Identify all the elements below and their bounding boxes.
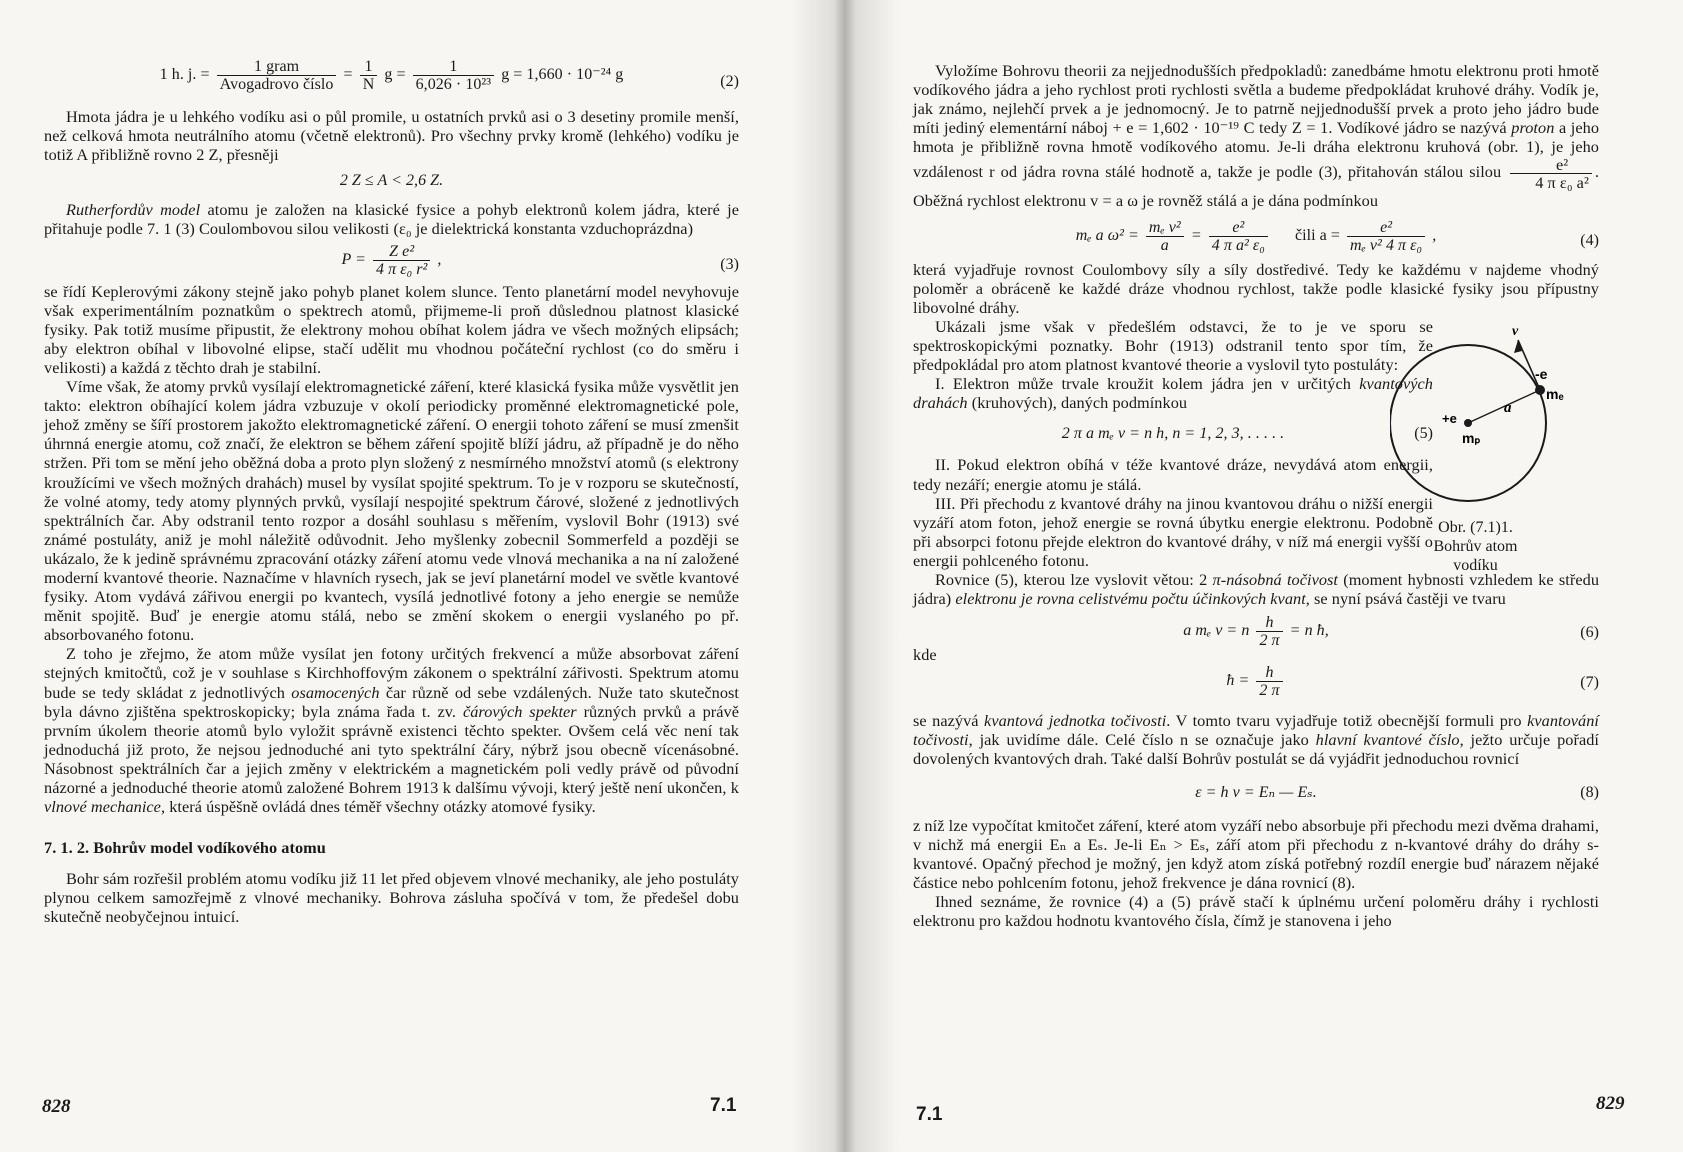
frac-num: h xyxy=(1265,614,1274,632)
label-electron-mass: mₑ xyxy=(1546,386,1564,402)
section-heading: 7. 1. 2. Bohrův model vodíkového atomu xyxy=(44,838,326,858)
paragraph-text: a jeho hmota je přibližně rovna hmotě vodíkového atomu. Je-li dráha elektronu kruhová (obr. 1), je jeho vzdálenost r od jádra rovna stálé hodnotě a, takže je podle (3), přitahován stálou silou xyxy=(913,118,1600,182)
fraction xyxy=(1347,219,1425,254)
emphasis: kvantová jednotka točivosti xyxy=(984,711,1167,731)
emphasis: hlavní kvantové číslo xyxy=(1315,730,1460,750)
paragraph xyxy=(44,200,739,238)
paragraph xyxy=(913,61,1599,211)
frac-den: 2 π xyxy=(1256,681,1282,699)
frac-den: N xyxy=(360,75,378,93)
frac-num: e² xyxy=(1555,155,1569,175)
paragraph: Hmota jádra je u lehkého vodíku asi o půl promile, u ostatních prvků asi o 3 desetiny promile menší, než celková hmota neutrálního atomu (včetně elektronů). Pro všechny prvky kromě (lehkého) vodíku je totiž A přibližně rovno 2 Z, přesněji xyxy=(44,107,739,165)
frac-num: Z e² xyxy=(389,242,415,260)
eq-3 xyxy=(44,243,739,278)
frac-num: 1 xyxy=(364,58,373,75)
frac-den: 4 π ε₀ a² xyxy=(1510,173,1592,191)
eq-text: ε = h ν = Eₙ — Eₛ. xyxy=(1195,783,1317,801)
eq-rhs: = n ħ, xyxy=(1289,622,1329,640)
paragraph: II. Pokud elektron obíhá v téže kvantové dráze, nevydává atom energii, tedy nezáří; energie atomu je stálá. xyxy=(913,455,1433,494)
paragraph xyxy=(913,711,1599,768)
equation-number: (8) xyxy=(1580,783,1599,801)
caption-line: Obr. (7.1)1. xyxy=(1438,519,1513,536)
frac-num: 1 gram xyxy=(253,58,300,75)
bohr-atom-figure xyxy=(1390,305,1565,510)
paragraph-text: , jak uvidíme dále. Celé číslo n se označuje jako xyxy=(968,730,1316,750)
frac-num: h xyxy=(1265,664,1274,682)
figure-wrapped-text xyxy=(913,317,1433,570)
frac-den: a xyxy=(1146,236,1184,254)
eq-2 xyxy=(44,58,739,93)
inequality: 2 Z ≤ A < 2,6 Z. xyxy=(339,172,444,190)
fraction xyxy=(373,243,430,278)
paragraph: Ukázali jsme však v předešlém odstavci, že to je ve sporu se spektroskopickými poznatky. Bohr (1913) odstranil tento spor tím, že předpokládal pro atom platnost kvantové theorie a vyslovil tyto postuláty: xyxy=(913,316,1433,375)
paragraph-text: (moment hybnosti vzhledem ke středu jádra) xyxy=(913,569,1600,609)
fraction xyxy=(1256,614,1282,649)
eq-lhs: 1 h. j. = xyxy=(159,66,210,84)
paragraph-text: různých prvků a právě prvním úkolem theorie atomů bylo vyložit správně existenci těchto spekter. Ovšem celá věc není tak jednoduchá již proto, že nejsou jednoduché ani tyto spektrální čáry, nýbrž jsou obecně vícenásobné. Násobnost spektrálních čar a jejich změny v elektrickém a magnetickém poli vedly právě od původní názorné a jednoduché theorie atomů založené Bohrem 1913 k dalšímu vývoji, který ještě není ukončen, k xyxy=(44,701,739,797)
equation-number: (6) xyxy=(1580,624,1599,642)
frac-den: 4 π a² ε₀ xyxy=(1209,236,1268,254)
eq-tail: , xyxy=(437,250,442,268)
fraction xyxy=(1146,219,1184,254)
page-number: 828 xyxy=(42,1096,71,1117)
paragraph: III. Při přechodu z kvantové dráhy na jinou kvantovou dráhu o nižší energii vyzáří atom foton, jehož energie se rovná úbytku energie elektronu. Podobně při absorpci fotonu přejde elektron do kvantové dráhy, v níž má energii vyšší o energii pohlceného fotonu. xyxy=(913,493,1433,570)
fraction xyxy=(360,58,378,93)
paragraph-text: , ježto určuje pořadí dovolených kvantových drah. Také další Bohrův postulát se dá vyjádřit jednoduchou rovnicí xyxy=(913,730,1599,769)
paragraph-text: . V tomto tvaru vyjadřuje totiž obecnější formuli pro xyxy=(1166,711,1528,731)
equation-number: (5) xyxy=(1414,425,1433,443)
frac-den: 6,026 · 10²³ xyxy=(413,75,495,93)
eq-6 xyxy=(913,614,1599,649)
paragraph xyxy=(913,374,1433,412)
eq-rhs: g = 1,660 · 10⁻²⁴ g xyxy=(501,66,624,84)
fraction xyxy=(1256,664,1282,699)
eq-lhs: a mₑ v = n xyxy=(1183,622,1250,640)
paragraph xyxy=(44,644,739,816)
eq-lhs: P = xyxy=(341,250,366,268)
paragraph-text: (kruhových), daných podmínkou xyxy=(967,393,1188,413)
paragraph-text: , se nyní psává častěji ve tvaru xyxy=(1305,589,1506,609)
fraction xyxy=(1209,219,1268,254)
emphasis: elektronu je rovna celistvému počtu účinkových kvant xyxy=(955,589,1306,609)
eq-part: mₑ a ω² = xyxy=(1075,226,1139,244)
emphasis: vlnové mechanice xyxy=(44,797,161,817)
fraction xyxy=(413,58,495,93)
paragraph-text: Rovnice (5), kterou lze vyslovit větou: 2 xyxy=(935,569,1213,589)
eq-4 xyxy=(913,219,1599,254)
eq-op: = xyxy=(343,66,353,84)
eq-op: g = xyxy=(384,66,406,84)
frac-num: e² xyxy=(1380,218,1393,236)
frac-den: Avogadrovo číslo xyxy=(217,75,337,93)
emphasis: π-násobná točivost xyxy=(1212,569,1339,589)
page-number: 829 xyxy=(1596,1093,1625,1114)
left-page xyxy=(0,0,838,1152)
equation-number: (3) xyxy=(720,255,739,273)
paragraph: Bohr sám rozřešil problém atomu vodíku již 11 let před objevem vlnové mechaniky, ale jeho postuláty plynou celkem samozřejmě z vlnové mechaniky. Bohrova zásluha spočívá v tom, že předešel dobu skutečně neobyčejnou intuicí. xyxy=(44,869,739,927)
paragraph: Ihned seznáme, že rovnice (4) a (5) právě stačí k úplnému určení poloměru dráhy i rychlosti elektronu pro každou hodnotu kvantového čísla, čímž je stanovena i jeho xyxy=(913,892,1599,931)
equation-number: (2) xyxy=(720,73,739,90)
label-electron-charge: -e xyxy=(1535,366,1548,382)
eq-part: , xyxy=(1432,226,1437,244)
paragraph-text: atomu je založen na klasické fysice a pohyb elektronů kolem jádra, které je přitahuje podle 7. 1 (3) Coulombovou silou velikosti (ε₀ je dielektrická konstanta vzduchoprázdna) xyxy=(44,200,739,239)
frac-den: 4 π ε₀ r² xyxy=(373,260,430,278)
paragraph: se řídí Keplerovými zákony stejně jako pohyb planet kolem slunce. Tento planetární model nevyhovuje však experimentálním poznatkům o spektrech atomů, přijmeme-li proň důslednou platnost klasické fysiky. Pak totiž musíme připustit, že elektrony mohou obíhat kolem jádra ve všech možných elipsách; aby elektron obíhal v libovolné elipse, stačí udělit mu vhodnou počáteční rychlost (co do směru i velikosti) a každá z těchto drah je stabilní. xyxy=(44,281,739,377)
eq-lhs: ħ = xyxy=(1226,672,1250,690)
kde-word: kde xyxy=(913,645,937,665)
eq-8 xyxy=(913,783,1599,802)
frac-num: 1 xyxy=(449,58,458,75)
fraction xyxy=(1510,156,1592,191)
frac-num: e² xyxy=(1232,218,1245,236)
section-mark: 7.1 xyxy=(710,1095,737,1116)
emphasis: proton xyxy=(1511,118,1555,138)
emphasis: čárových spekter xyxy=(462,701,577,721)
eq-part: = xyxy=(1190,226,1202,244)
emphasis: Rutherfordův model xyxy=(66,200,201,220)
paragraph-text: Z toho je zřejmo, že atom může vysílat jen fotony určitých frekvencí a může absorbovat záření stejných kmitočtů, což je v souhlase s Kirchhoffovým zákonem o spektrální zářivosti. Spektrum atomu bude se tedy skládat z jednotlivých xyxy=(44,644,739,702)
paragraph-text: , která úspěšně ovládá dnes téměř všechny otázky atomové fysiky. xyxy=(160,797,596,817)
eq-part: čili a = xyxy=(1294,226,1340,244)
paragraph-text: . Oběžná rychlost elektronu v = a ω je rovněž stálá a je dána podmínkou xyxy=(913,162,1600,211)
nucleus xyxy=(1464,419,1472,427)
eq-7 xyxy=(913,664,1599,699)
paragraph-text: čar různě od sebe vzdálených. Nuže tato skutečnost byla dávno zjištěna spektroskopicky; byla známa řada t. zv. xyxy=(44,682,739,721)
caption-line: Bohrův atom xyxy=(1433,538,1518,555)
label-radius: a xyxy=(1504,400,1512,416)
eq-text: 2 π a mₑ v = n h, n = 1, 2, 3, . . . . . xyxy=(1061,425,1285,443)
caption-line: vodíku xyxy=(1453,557,1498,574)
section-mark: 7.1 xyxy=(916,1104,943,1125)
label-v: v xyxy=(1512,324,1519,339)
figure-caption xyxy=(1393,518,1558,575)
equation-number: (7) xyxy=(1580,674,1599,692)
emphasis: osamocených xyxy=(291,682,380,702)
emphasis: kvantových drahách xyxy=(913,374,1433,413)
frac-den: mₑ v² 4 π ε₀ xyxy=(1347,236,1425,254)
fraction xyxy=(217,58,337,93)
right-page xyxy=(838,0,1683,1152)
paragraph-text: I. Elektron může trvale kroužit kolem jádra jen v určitých xyxy=(935,374,1360,394)
paragraph-text: Vyložíme Bohrovu theorii za nejjednodušších předpokladů: zanedbáme hmotu elektronu proti hmotě vodíkového jádra a jeho rychlost proti rychlosti světla a budeme předpokládat kruhové dráhy. Vodík je, jak známo, nejlehčí prvek a je jednomocný. Je to patrně nejjednodušší prvek a proto jeho jádro bude míti jediný elementární náboj + e = 1,602 · 10⁻¹⁹ C tedy Z = 1. Vodíkové jádro se nazývá xyxy=(913,61,1599,138)
equation-number: (4) xyxy=(1580,231,1599,249)
emphasis: kvantování točivosti xyxy=(913,711,1600,750)
label-nucleus-charge: +e xyxy=(1442,411,1457,426)
frac-num: mₑ v² xyxy=(1148,218,1181,236)
paragraph xyxy=(913,570,1599,608)
eq-5 xyxy=(913,424,1433,443)
paragraph: Víme však, že atomy prvků vysílají elektromagnetické záření, které klasická fysika může vysvětlit jen takto: elektron obíhající kolem jádra vzbuzuje v okolí periodicky proměnné elektromagnetické pole, jehož změny se šíří prostorem jakožto elektromagnetické záření. O energii tohoto záření se musí zmenšit úhrnná energie atomu, což značí, že elektron se během záření spojitě blíží jádru, až případně je do něho stržen. Při tom se mění jeho oběžná doba a proto plyn složený z nesmírného množství atomů (s elektrony kroužícími ve všech možných drahách) musel by vysílat spojité spektrum. To je v rozporu se skutečností, že volné atomy, tedy atomy plynných prvků, vysílají nespojité spektrum čárové, složené z jednotlivých spektrálních čar. Aby odstranil tento rozpor a dosáhl souhlasu s měřením, vyslovil Bohr (1913) své známé postuláty, aniž je mohl náležitě odůvodnit. Jeho myšlenky zobecnil Sommerfeld a později se ukázalo, že k jedině správnému zpracování otázky záření atomu vede vlnová mechanika a na ní založené moderní kvantové theorie. Naznačíme v hlavních rysech, jak se jeví planetární model ve světle kvantové fysiky. Atom vydává zářivou energii po kvantech, vysílá jednotlivé fotony a jeho energie se nemůže měnit spojitě. Buď je energie atomu stálá, nebo se změní skokem o energii vyslaného po př. absorbovaného fotonu. xyxy=(44,377,739,645)
label-proton-mass: mₚ xyxy=(1462,430,1481,446)
frac-den: 2 π xyxy=(1256,631,1282,649)
left-text-column xyxy=(44,58,739,927)
paragraph: z níž lze vypočítat kmitočet záření, které atom vyzáří nebo absorbuje při přechodu mezi dvěma drahami, v nichž má energii Eₙ a Eₛ. Je-li Eₙ > Eₛ, září atom při přechodu z n-kvantové dráhy do dráhy s-kvantové. Opačný přechod je možný, jen když atom získá potřebný rozdíl energie buď nárazem nějaké částice nebo pohlcením fotonu, jehož frekvence je dána rovnicí (8). xyxy=(913,815,1599,892)
paragraph-text: se nazývá xyxy=(913,711,985,731)
paragraph: která vyjadřuje rovnost Coulombovy síly a síly dostředivé. Tedy ke každému v najdeme vhodný poloměr a obráceně ke každé dráze vhodnou rychlost, takže podle klasické fysiky jsou přípustny libovolné dráhy. xyxy=(913,259,1599,317)
